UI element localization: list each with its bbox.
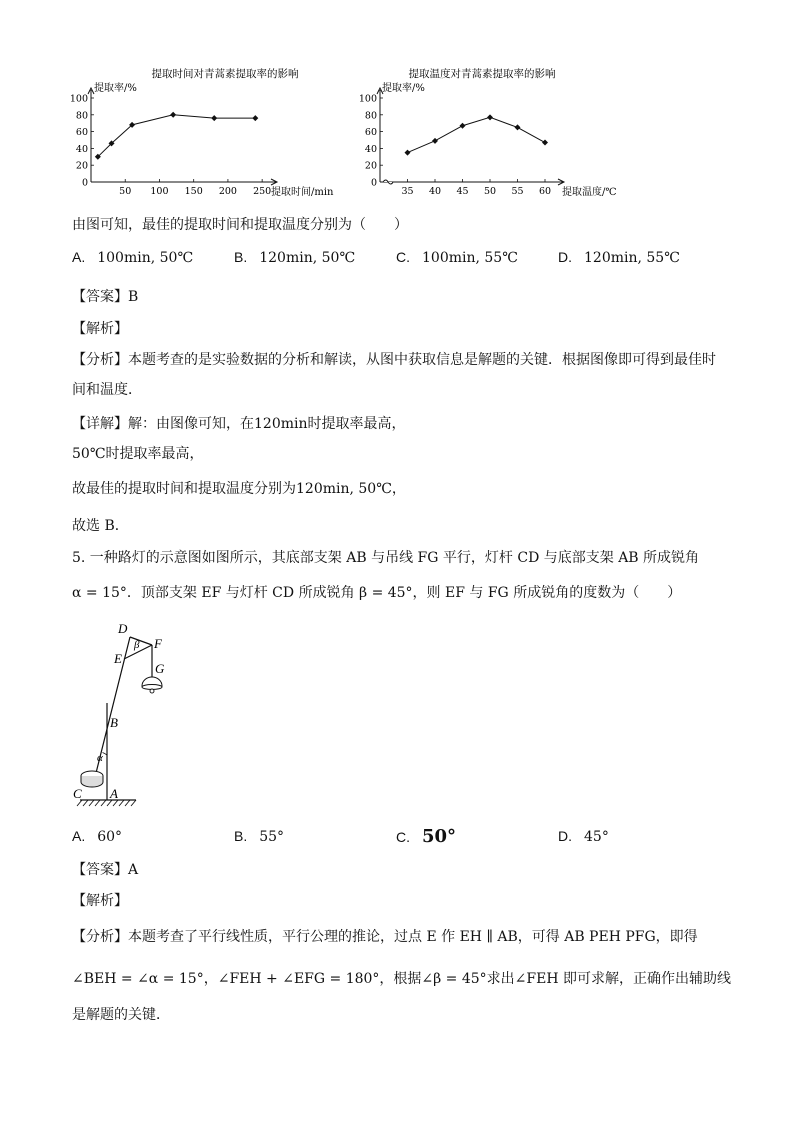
x-tick-label: 200 (218, 186, 237, 197)
y-tick-label: 20 (364, 160, 377, 172)
q4-stem: 由图可知，最佳的提取时间和提取温度分别为（ ） (72, 217, 408, 233)
ground-hatch (77, 800, 136, 806)
x-tick-label: 35 (401, 186, 414, 197)
y-tick-label: 40 (75, 143, 88, 155)
label-g: G (155, 661, 165, 676)
y-tick-label: 80 (75, 110, 88, 122)
label-d: D (118, 621, 128, 636)
y-tick-label: 0 (370, 177, 377, 189)
label-c: C (73, 786, 82, 801)
chart-title: 提取时间对青蒿素提取率的影响 (151, 68, 299, 80)
label-b: B (110, 715, 118, 730)
y-tick-label: 60 (75, 127, 88, 139)
data-point (252, 115, 258, 121)
q5-stem-line-2: α = 15°．顶部支架 EF 与灯杆 CD 所成锐角 β = 45°，则 EF 与 FG 所成锐角的度数为（ ） (72, 585, 682, 601)
series-line (408, 117, 546, 152)
label-f: F (154, 636, 162, 651)
option-text: 100min, 50℃ (97, 250, 194, 266)
q4-detail-line-4: 故选 B． (72, 518, 129, 534)
data-point (405, 150, 411, 156)
label-a: A (110, 786, 118, 801)
option-text: 45° (584, 829, 609, 845)
x-axis-label: 提取温度/℃ (562, 187, 617, 198)
x-tick-label: 150 (184, 186, 203, 197)
option-label: D. (558, 249, 572, 265)
q4-option-b (234, 249, 355, 266)
y-axis-label: 提取率/% (94, 83, 137, 94)
option-text: 100min, 55℃ (422, 250, 518, 266)
option-text: 50° (422, 826, 457, 847)
q4-option-d (558, 249, 680, 266)
label-alpha: α (97, 752, 103, 764)
chart-plot (359, 88, 564, 197)
option-label: D. (558, 828, 572, 844)
option-text: 60° (97, 829, 123, 845)
x-tick-label: 55 (511, 186, 524, 197)
alpha-arc (103, 753, 108, 756)
y-tick-label: 20 (75, 160, 88, 172)
option-label: A. (72, 249, 86, 265)
q4-analysis-line-1: 【分析】本题考查的是实验数据的分析和解读，从图中获取信息是解题的关键．根据图像即可得到最佳时 (72, 352, 716, 368)
option-text: 120min, 55℃ (584, 250, 680, 266)
q4-detail-line-1: 【详解】解：由图像可知，在120min时提取率最高， (72, 416, 406, 432)
x-tick-label: 50 (483, 186, 497, 197)
chart-plot (70, 88, 277, 197)
data-point (487, 114, 493, 120)
x-tick-label: 50 (119, 186, 132, 197)
q4-answer: 【答案】B (72, 289, 139, 305)
option-label: C. (396, 829, 410, 845)
q4-detail-line-3: 故最佳的提取时间和提取温度分别为120min, 50℃， (72, 481, 406, 497)
label-beta: β (134, 639, 140, 651)
x-tick-label: 250 (253, 186, 272, 197)
chart-extraction-time (60, 64, 360, 204)
q4-jiexi: 【解析】 (72, 321, 128, 337)
data-point (542, 140, 548, 146)
q5-option-b (234, 828, 284, 845)
q4-analysis-line-2: 间和温度． (72, 382, 142, 398)
data-point (515, 124, 521, 130)
q4-option-a (72, 249, 193, 266)
option-label: A. (72, 828, 86, 844)
q5-jiexi: 【解析】 (72, 893, 128, 909)
x-tick-label: 100 (150, 186, 169, 197)
q5-answer: 【答案】A (72, 862, 139, 878)
q5-analysis-line-2: ∠BEH = ∠α = 15°，∠FEH + ∠EFG = 180°，根据∠β = 45°求出∠FEH 即可求解，正确作出辅助线 (72, 971, 732, 987)
q4-detail-line-2: 50℃时提取率最高， (72, 446, 204, 462)
label-e: E (114, 651, 122, 666)
option-label: B. (234, 249, 248, 265)
y-tick-label: 0 (81, 177, 88, 189)
y-axis-label: 提取率/% (382, 83, 425, 94)
data-point (170, 112, 176, 118)
axis-break (383, 180, 393, 184)
q5-option-d (558, 828, 609, 845)
y-tick-label: 100 (358, 93, 377, 105)
q5-option-a (72, 828, 122, 845)
q4-option-c (396, 249, 518, 266)
data-point (211, 115, 217, 121)
q5-option-c (396, 826, 456, 847)
x-tick-label: 40 (428, 186, 442, 197)
x-axis-label: 提取时间/min (271, 187, 334, 198)
chart-title: 提取温度对青蒿素提取率的影响 (408, 68, 556, 80)
option-label: C. (396, 249, 410, 265)
option-text: 55° (259, 829, 285, 845)
chart-extraction-temperature (350, 64, 640, 204)
q5-stem-line-1: 5. 一种路灯的示意图如图所示，其底部支架 AB 与吊线 FG 平行，灯杆 CD 与底部支架 AB 所成锐角 (72, 550, 700, 566)
q5-analysis-line-1: 【分析】本题考查了平行线性质，平行公理的推论，过点 E 作 EH ∥ AB，可得 AB PEH PFG，即得 (72, 929, 698, 945)
option-label: B. (234, 828, 248, 844)
x-tick-label: 45 (456, 186, 469, 197)
y-tick-label: 100 (69, 93, 88, 105)
q5-analysis-line-3: 是解题的关键． (72, 1007, 170, 1023)
y-tick-label: 80 (364, 110, 377, 122)
x-tick-label: 60 (538, 186, 552, 197)
series-line (98, 115, 255, 157)
y-tick-label: 40 (364, 143, 377, 155)
y-tick-label: 60 (364, 127, 377, 139)
streetlamp-figure (68, 615, 165, 815)
option-text: 120min, 50℃ (259, 250, 356, 266)
data-point (460, 123, 466, 129)
data-point (432, 138, 438, 144)
